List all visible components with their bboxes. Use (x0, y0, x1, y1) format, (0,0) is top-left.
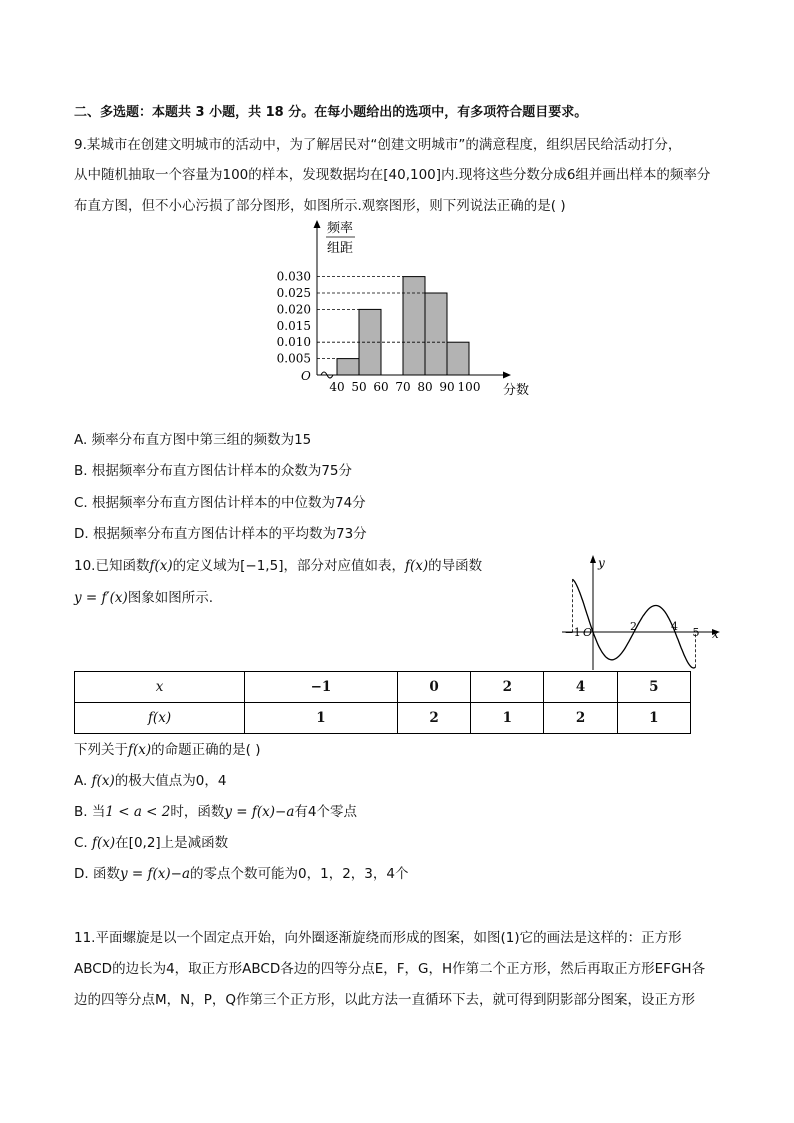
math-expr: 1 < a < 2 (105, 804, 171, 820)
y-tick-label: 0.030 (276, 269, 311, 284)
math-expr: y = f(x)−a (119, 866, 191, 882)
x-tick-label: 70 (395, 380, 411, 394)
q10-option-c (74, 833, 228, 853)
y-axis-arrow (590, 555, 596, 563)
option-letter: C. (74, 835, 93, 851)
table-cell: 4 (544, 672, 617, 703)
q10-option-a (74, 771, 226, 791)
q10-derivative: y = f′(x) (74, 590, 128, 606)
value-table (74, 671, 691, 734)
q9-option-a: A. 频率分布直方图中第三组的频数为15 (74, 432, 312, 448)
tick-label: 2 (630, 620, 637, 633)
option-text: 的零点个数可能为0，1，2，3，4个 (190, 866, 409, 882)
histogram-bar (337, 359, 359, 375)
q9-line-2: 从中随机抽取一个容量为100的样本，发现数据均在[40,100]内.现将这些分数分成6组并画出样本的频率分 (74, 167, 711, 183)
y-axis-label: y (598, 556, 605, 570)
q11-line-1: 11.平面螺旋是以一个固定点开始，向外圈逐渐旋绕而形成的图案，如图(1)它的画法是这样的：正方形 (74, 930, 682, 946)
table-cell: 1 (471, 703, 544, 734)
table-cell: 2 (544, 703, 617, 734)
math-expr: f(x) (91, 773, 115, 789)
x-tick-label: 60 (373, 380, 389, 394)
q10-question-pre: 下列关于 (74, 742, 128, 758)
option-text: 有4个零点 (294, 804, 357, 820)
y-label-top: 频率 (327, 221, 354, 236)
x-tick-label: 50 (351, 380, 367, 394)
q9-option-d: D. 根据频率分布直方图估计样本的平均数为73分 (74, 526, 367, 542)
x-tick-label: 100 (457, 380, 481, 394)
y-axis-arrow (314, 220, 321, 228)
table-row-fx (75, 703, 691, 734)
table-cell: 1 (617, 703, 690, 734)
q10-text-mid: 的定义域为[−1,5]，部分对应值如表， (172, 558, 405, 574)
x-tick-label: 90 (439, 380, 455, 394)
math-expr: f(x) (92, 835, 116, 851)
x-axis-arrow (503, 372, 511, 379)
histogram-bar (403, 277, 425, 375)
q10-text-pre: 10.已知函数 (74, 558, 150, 574)
table-row-x (75, 672, 691, 703)
y-tick-label: 0.020 (276, 302, 311, 317)
histogram-bar (425, 293, 447, 375)
q10-fx-1: f(x) (149, 558, 173, 574)
tick-label: −1 (564, 626, 581, 639)
table-cell: 2 (397, 703, 470, 734)
q10-fx-2: f(x) (404, 558, 429, 574)
q10-question (74, 740, 260, 760)
frequency-histogram (255, 218, 530, 400)
table-cell: 0 (397, 672, 470, 703)
y-tick-label: 0.015 (276, 318, 311, 333)
histogram-bar (447, 342, 469, 375)
section-header: 二、多选题：本题共 3 小题，共 18 分。在每小题给出的选项中，有多项符合题目要求。 (74, 105, 588, 120)
q9-line-3: 布直方图，但不小心污损了部分图形，如图所示.观察图形，则下列说法正确的是( ) (74, 198, 566, 214)
option-letter: B. 当 (74, 804, 106, 820)
table-cell: f(x) (75, 703, 245, 734)
q10-line-2 (74, 588, 213, 608)
x-axis-label: x (712, 627, 719, 641)
origin-label: O (301, 369, 311, 383)
x-tick-label: 80 (417, 380, 433, 394)
tick-label: 5 (692, 626, 700, 639)
q9-option-b: B. 根据频率分布直方图估计样本的众数为75分 (74, 463, 353, 479)
table-cell: 1 (245, 703, 398, 734)
q10-option-b (74, 802, 357, 822)
q10-line-1 (74, 556, 482, 576)
q9-line-1: 9.某城市在创建文明城市的活动中，为了解居民对“创建文明城市”的满意程度，组织居民给活动打分， (74, 137, 682, 153)
y-tick-label: 0.025 (276, 286, 311, 300)
q10-question-post: 的命题正确的是( ) (151, 742, 261, 758)
q10-question-fx: f(x) (128, 742, 152, 758)
option-letter: A. (74, 773, 92, 789)
table-cell: 5 (617, 672, 690, 703)
derivative-graph (560, 553, 725, 673)
table-cell: x (75, 672, 245, 703)
math-expr: y = f(x)−a (224, 804, 295, 820)
y-label-bottom: 组距 (327, 241, 354, 256)
tick-label: O (583, 626, 593, 639)
option-letter: D. 函数 (74, 866, 120, 882)
x-axis-label: 分数 (503, 383, 530, 398)
q11-line-3: 边的四等分点M，N，P，Q作第三个正方形，以此方法一直循环下去，就可得到阴影部分图案，设正方形 (74, 992, 696, 1008)
q11-line-2: ABCD的边长为4，取正方形ABCD各边的四等分点E，F，G，H作第二个正方形，然后再取正方形EFGH各 (74, 961, 706, 977)
y-tick-label: 0.010 (276, 335, 311, 350)
table-cell: 2 (471, 672, 544, 703)
option-text: 在[0,2]上是减函数 (115, 835, 229, 851)
option-text: 时，函数 (170, 804, 225, 820)
q10-text-post: 的导函数 (428, 558, 483, 574)
q10-line2-post: 图象如图所示. (127, 590, 214, 606)
table-cell: −1 (245, 672, 398, 703)
q10-option-d (74, 864, 408, 884)
y-tick-label: 0.005 (276, 351, 311, 366)
q9-option-c: C. 根据频率分布直方图估计样本的中位数为74分 (74, 495, 366, 511)
option-text: 的极大值点为0，4 (114, 773, 227, 789)
x-tick-label: 40 (329, 380, 345, 394)
tick-label: 4 (671, 620, 678, 633)
